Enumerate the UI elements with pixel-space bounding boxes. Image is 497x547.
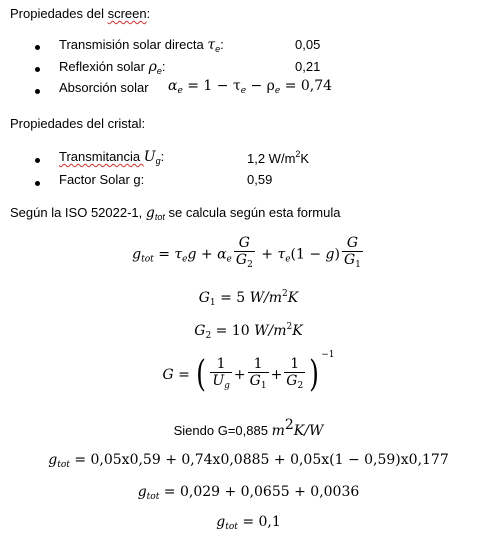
tau-sub: e [240,86,247,96]
g2-equation [0,322,497,341]
item-label: Reflexión solar [59,59,149,74]
frac-num: 1 [216,355,226,372]
item-symbol-sub: g [155,156,161,166]
calc-line-1: $g_{tot} = 0,05x0,59 + 0,74x0,0885 + 0,05x(1 - 0,59)x0,177$ [48,452,449,470]
g-sub: tot [154,212,165,222]
formula-result: = 0,74 [280,78,333,94]
item-tail: : [220,37,224,52]
absorcion-formula [168,78,332,96]
g-def-lhs: G = [162,367,195,383]
cristal-properties-heading: Propiedades del cristal: [10,116,146,131]
alpha-sub: e [177,86,183,96]
frac-num: 1 [290,355,300,372]
calc1-rhs: = 0,05x0,59 + 0,74x0,0885 + 0,05x(1 − 0,59)x0,177 [74,452,449,468]
formula-part: − ρ [246,78,275,94]
g2-lhs: G [194,323,206,339]
g2-sub: 2 [205,331,212,341]
g-definition-equation: G = ( $\frac{1}{U_g}$ + $\frac{1}{G_1}$ + $\frac{1}{G_2}$ ) $^{-1}$ [162,350,335,395]
value-transmision: 0,05 [295,37,321,52]
intro-prefix: Según la ISO 52022-1, [10,205,146,220]
formula-part: = 1 − τ [182,78,241,94]
list-item-factor-solar: Factor Solar g: [59,172,145,187]
list-item-absorcion [59,80,149,95]
value-tail: K [300,151,310,166]
screen-properties-heading [10,6,150,21]
bullet-icon [35,67,40,72]
bullet-icon [35,158,40,163]
siendo-text [0,417,497,439]
item-symbol-sub: e [156,66,162,76]
item-tail: : [160,149,165,164]
main-formula: $g_{tot} = \tau_eg + \alpha_e$ $\frac{G}{G_2}$ + $\tau_e(1 - g)$ $\frac{G}{G_1}$ [0,236,497,273]
g1-sub: 1 [209,298,216,308]
item-symbol: ρ [148,59,157,75]
alpha-symbol: α [168,78,178,94]
item-symbol: τ [207,37,216,53]
value-factor-solar: 0,59 [247,172,273,187]
siendo-unit: m [271,423,285,439]
g1-unit-sup: 2 [282,289,288,299]
value-transmitancia [247,149,309,166]
calc-line-2: $g_{tot} = 0,029 + 0,0655 + 0,0036$ [137,484,360,502]
bullet-icon [35,89,40,94]
g2-rhs: = 10 [211,323,255,339]
heading-suffix: : [146,6,151,21]
value-text: 1,2 W/m [247,151,296,166]
result-rhs: = 0,1 [242,514,281,530]
heading-word-misspelled: screen [107,6,147,21]
g1-unit-tail: K [287,290,299,306]
g2-unit: W/m [254,323,287,339]
siendo-label: Siendo G=0,885 [173,423,272,438]
g2-unit-tail: K [292,323,303,339]
item-label-misspelled: Transmitancia [59,149,144,164]
item-label: Absorción solar [59,80,149,95]
g-symbol: g [145,205,155,221]
g-def-exponent: −1 [321,350,335,360]
g1-lhs: G [198,290,210,306]
bullet-icon [35,181,40,186]
value-reflexion: 0,21 [295,59,321,74]
result-line: $g_{tot} = 0,1$ [216,514,281,532]
intro-text [10,205,340,222]
item-symbol: U [143,149,156,165]
item-tail: : [161,59,166,74]
value-sup: 2 [295,149,301,159]
siendo-unit-sup: 2 [284,417,294,433]
list-item-transmision [59,37,224,54]
g1-rhs: = 5 [215,290,250,306]
item-symbol-sub: e [215,44,221,54]
rho-sub: e [274,86,281,96]
calc2-rhs: = 0,029 + 0,0655 + 0,0036 [163,484,360,500]
g1-equation [0,289,497,308]
bullet-icon [35,45,40,50]
list-item-transmitancia [59,149,164,166]
g2-unit-sup: 2 [286,322,293,332]
item-label: Transmisión solar directa [59,37,208,52]
intro-suffix: se calcula según esta formula [164,205,341,220]
siendo-unit-tail: K/W [293,423,324,439]
frac-num: 1 [253,355,263,372]
g1-unit: W/m [249,290,283,306]
heading-prefix: Propiedades del [10,6,108,21]
list-item-reflexion [59,59,165,76]
